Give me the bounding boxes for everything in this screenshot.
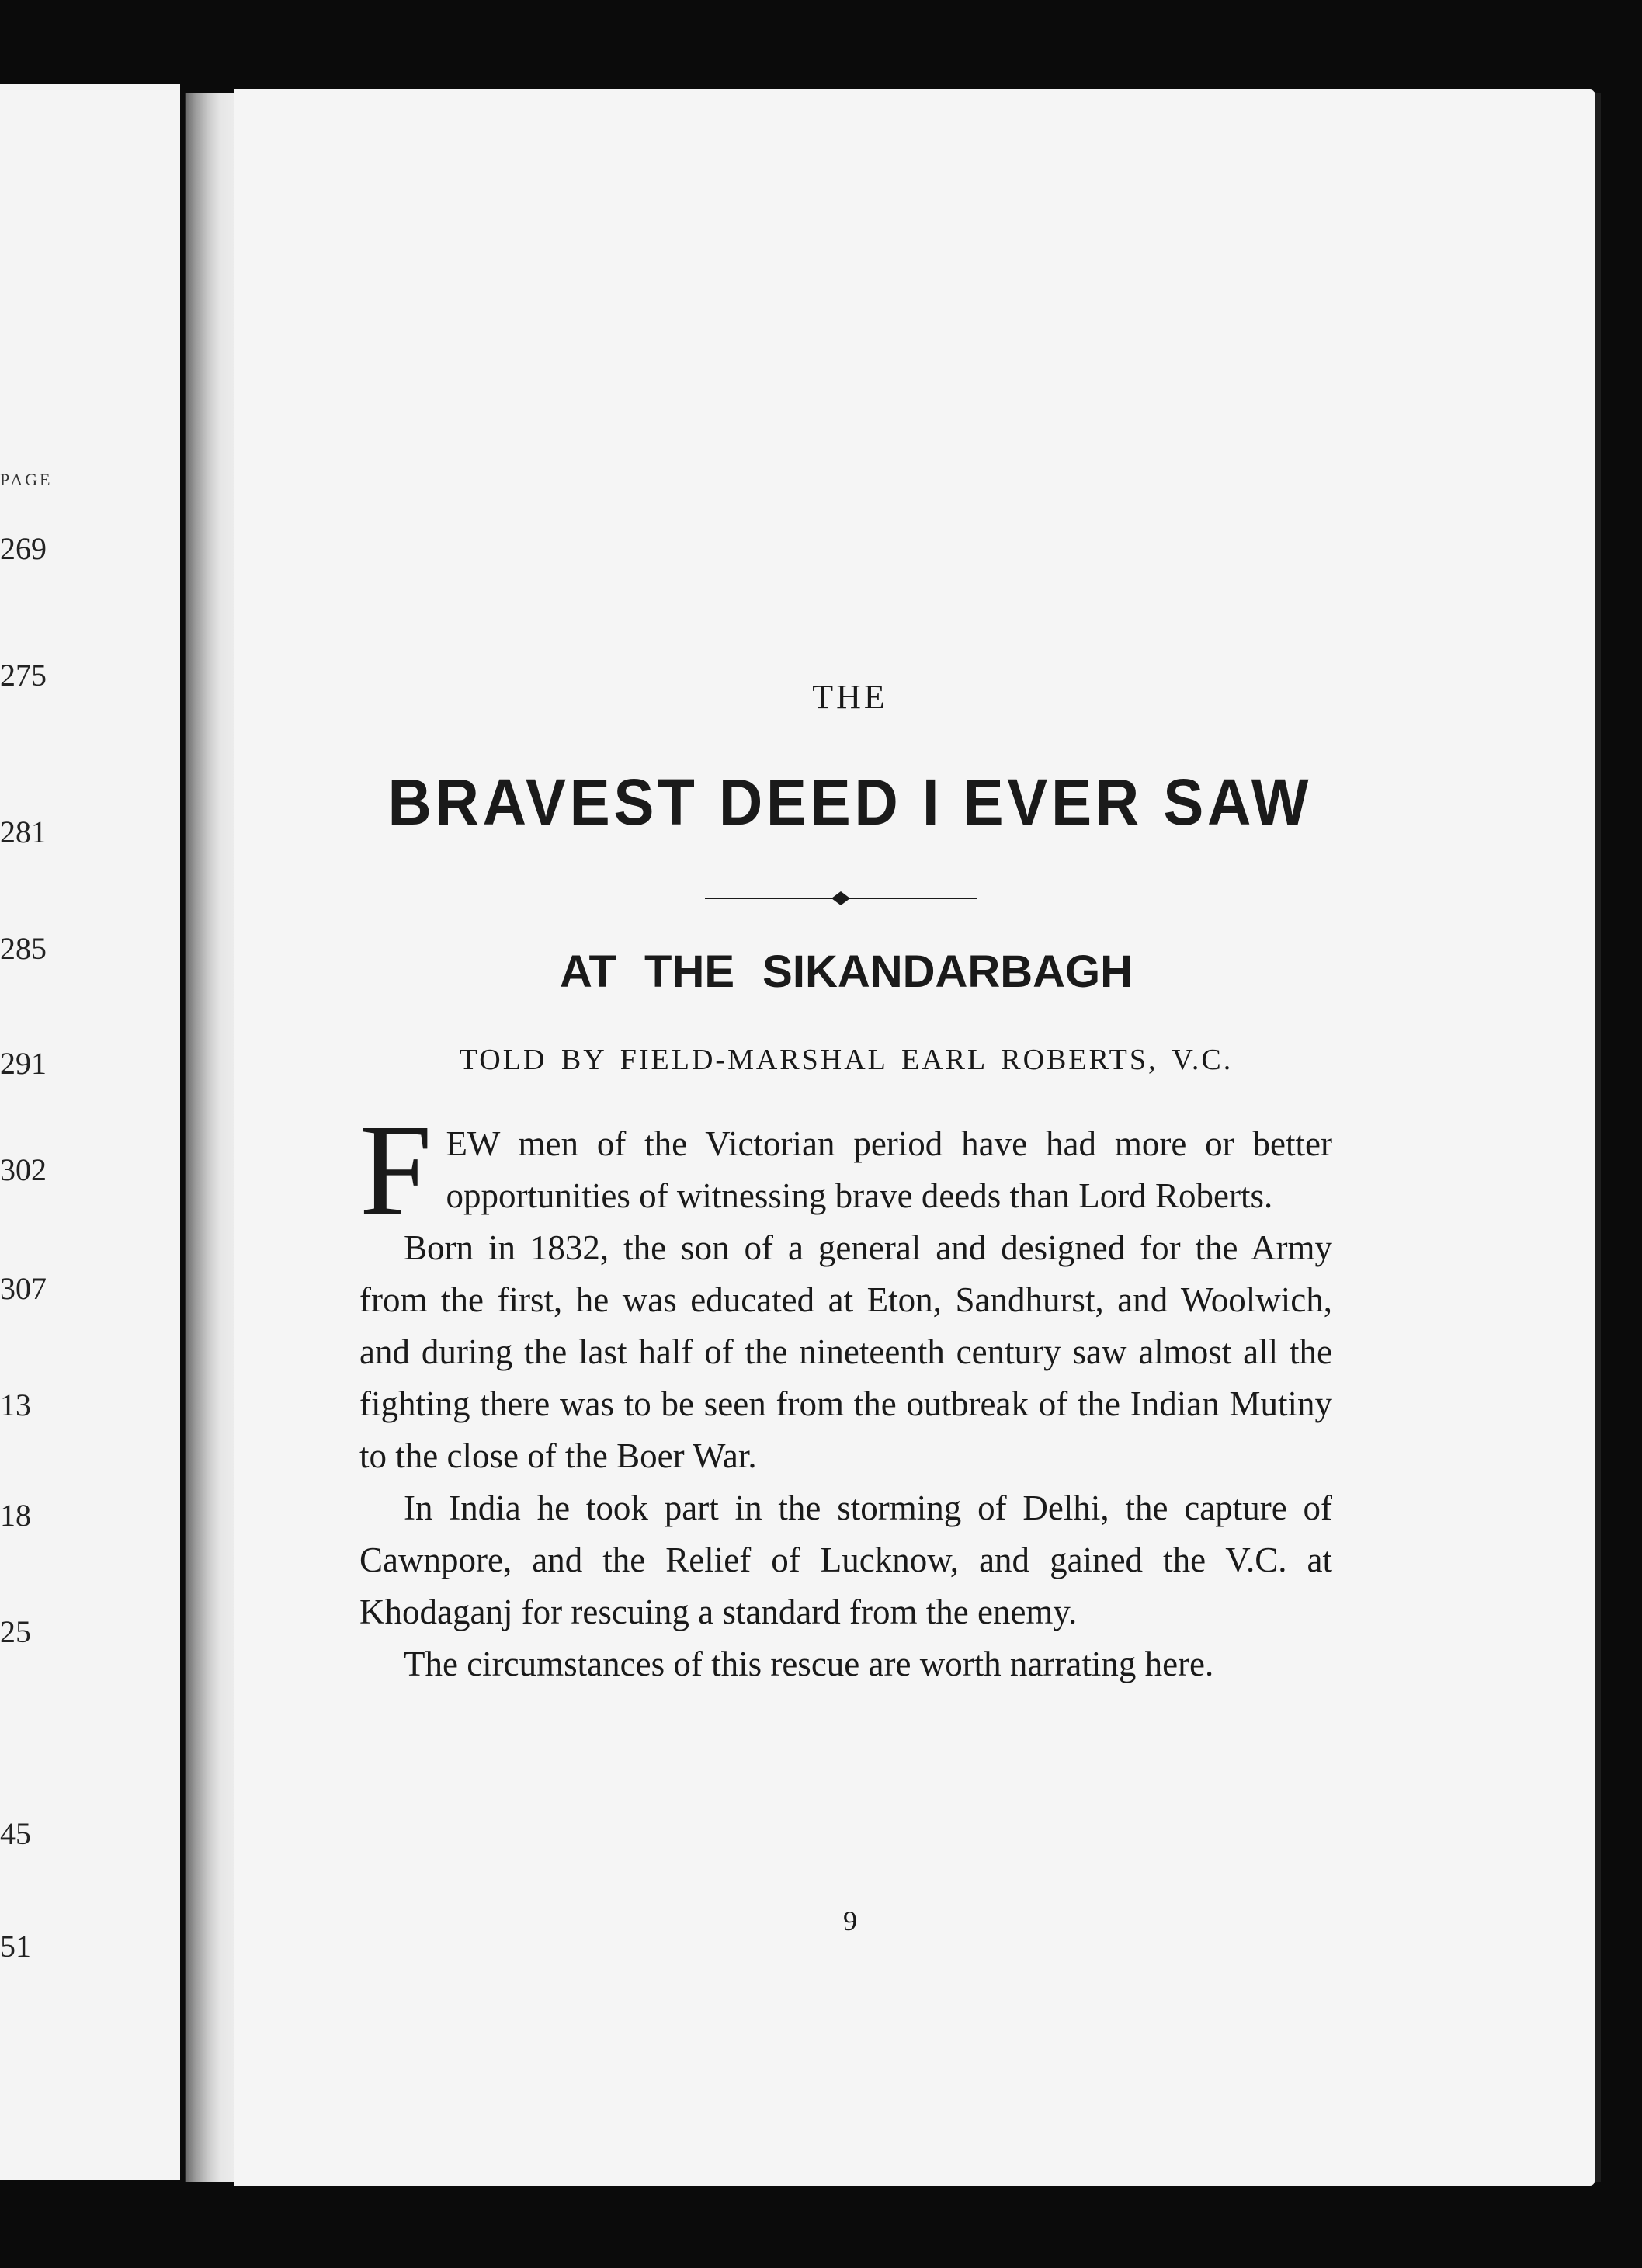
paragraph-text: EW men of the Victorian period have had more or better opportunities of witnessing brave deeds than Lord Roberts. <box>446 1124 1332 1215</box>
paragraph <box>359 1098 1332 1242</box>
paragraph: The circumstances of this rescue are worth narrating here. <box>404 1645 1214 1683</box>
toc-page-number: 13 <box>0 1388 31 1422</box>
toc-page-number: 18 <box>0 1498 31 1533</box>
toc-page-number: 307 <box>0 1271 47 1306</box>
paragraph: Born in 1832, the son of a general and designed for the Army from the first, he was educated at Eton, Sandhurst, and Woolwich, and during the last half of the nineteenth century saw almost all the fighting there was to be seen from the outbreak of the Indian Mutiny to the close of the Boer War. <box>359 1228 1332 1475</box>
chapter-byline: TOLD BY FIELD-MARSHAL EARL ROBERTS, V.C. <box>459 1044 1234 1076</box>
title-ornament-divider <box>705 889 977 908</box>
toc-page-number: 25 <box>0 1614 31 1649</box>
toc-page-number: 281 <box>0 814 47 849</box>
drop-cap: F <box>359 1098 432 1242</box>
book-gutter <box>186 93 234 2182</box>
page-number: 9 <box>843 1905 857 1936</box>
toc-page-number: 291 <box>0 1046 47 1081</box>
body-text <box>359 1098 1332 1690</box>
title-kicker: THE <box>812 678 888 716</box>
toc-page-number: 45 <box>0 1816 31 1851</box>
paragraph: In India he took part in the storming of Delhi, the capture of Cawnpore, and the Relief of Lucknow, and gained the V.C. at Khodaganj for rescuing a standard from the enemy. <box>359 1488 1332 1631</box>
chapter-title: BRAVEST DEED I EVER SAW <box>387 766 1313 839</box>
toc-page-number: 285 <box>0 931 47 966</box>
toc-page-number: 269 <box>0 531 47 566</box>
toc-page-number: 302 <box>0 1152 47 1187</box>
toc-page-number: 51 <box>0 1929 31 1964</box>
toc-page-header: PAGE <box>0 470 53 489</box>
toc-page-number: 275 <box>0 658 47 693</box>
left-page <box>0 84 180 2180</box>
chapter-subtitle: AT THE SIKANDARBAGH <box>559 946 1133 997</box>
